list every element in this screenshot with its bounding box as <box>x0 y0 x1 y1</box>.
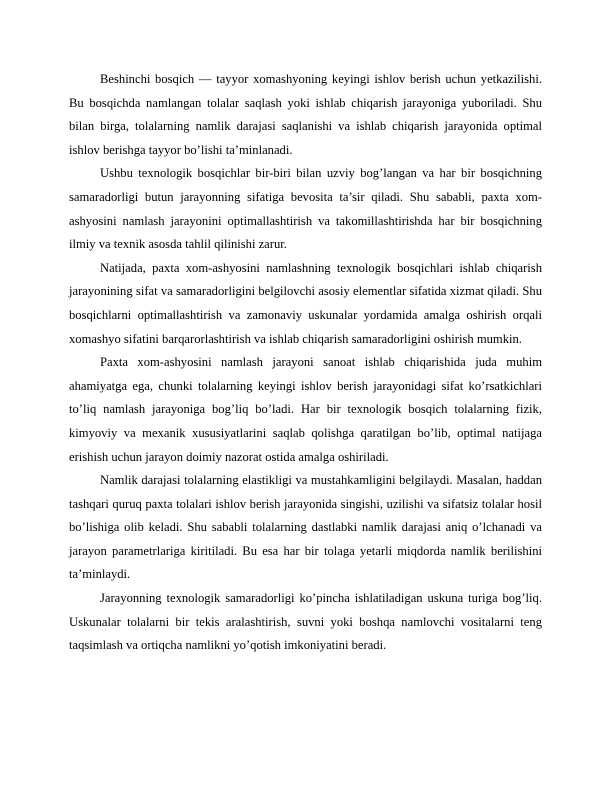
paragraph-equipment: Jarayonning texnologik samaradorligi ko’pincha ishlatiladigan uskuna turiga bog’liq. Uskunalar tolalarni bir tekis aralashtirish, suvni yoki boshqa namlovchi vositalarni teng taqsimlash va ortiqcha namlikni yo’qotish imkoniyatini beradi. <box>69 591 542 653</box>
paragraph-moisture-level: Namlik darajasi tolalarning elastikligi va mustahkamligini belgilaydi. Masalan, haddan tashqari quruq paxta tolalari ishlov berish jarayonida singishi, uzilishi va sifatsiz tolalar hosil bo’lishiga olib keladi. Shu sababli tolalarning dastlabki namlik darajasi aniq o’lchanadi va jarayon parametrlariga kiritiladi. Bu esa har bir tolaga yetarli miqdorda namlik berilishini ta’minlaydi. <box>69 473 542 582</box>
document-page <box>69 68 542 658</box>
paragraph-conclusion: Natijada, paxta xom-ashyosini namlashning texnologik bosqichlari ishlab chiqarish jarayonining sifat va samaradorligini belgilovchi asosiy elementlar sifatida xizmat qiladi. Shu bosqichlarni optimallashtirish va zamonaviy uskunalar yordamida amalga oshirish orqali xomashyo sifatini barqarorlashtirish va ishlab chiqarish samaradorligini oshirish mumkin. <box>69 260 542 346</box>
paragraph-importance: Paxta xom-ashyosini namlash jarayoni sanoat ishlab chiqarishida juda muhim ahamiyatga ega, chunki tolalarning keyingi ishlov berish jarayonidagi sifat ko’rsatkichlari to’liq namlash jarayoniga bog’liq bo’ladi. Har bir texnologik bosqich tolalarning fizik, kimyoviy va mexanik xususiyatlarini saqlab qolishga qaratilgan bo’lib, optimal natijaga erishish uchun jarayon doimiy nazorat ostida amalga oshiriladi. <box>69 355 542 464</box>
paragraph-stages-interlinked: Ushbu texnologik bosqichlar bir-biri bilan uzviy bog’langan va har bir bosqichning samaradorligi butun jarayonning sifatiga bevosita ta’sir qiladi. Shu sababli, paxta xom-ashyosini namlash jarayonini optimallashtirish va takomillashtirishda har bir bosqichning ilmiy va texnik asosda tahlil qilinishi zarur. <box>69 166 542 252</box>
paragraph-stage-five: Beshinchi bosqich — tayyor xomashyoning keyingi ishlov berish uchun yetkazilishi. Bu bosqichda namlangan tolalar saqlash yoki ishlab chiqarish jarayoniga yuboriladi. Shu bilan birga, tolalarning namlik darajasi saqlanishi va ishlab chiqarish jarayonida optimal ishlov berishga tayyor bo’lishi ta’minlanadi. <box>69 72 542 157</box>
